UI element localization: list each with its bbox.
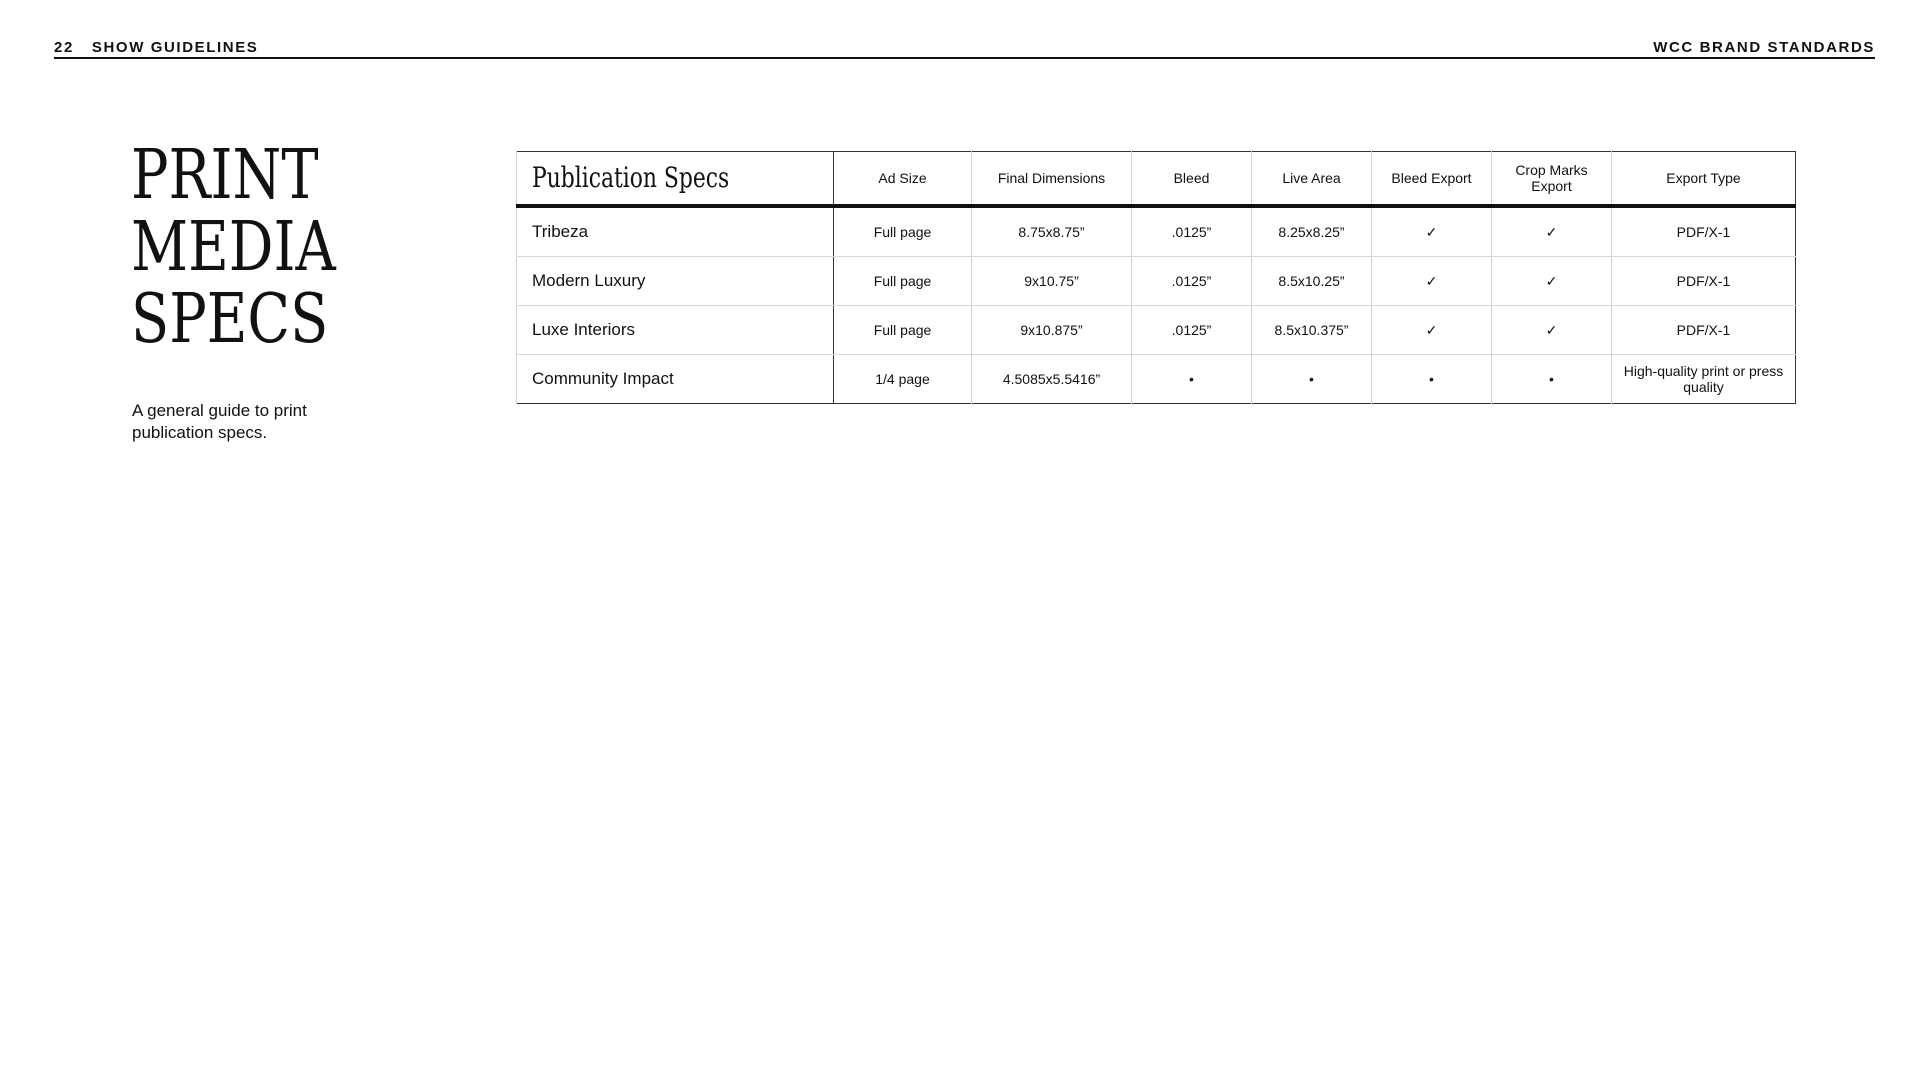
section-title: SHOW GUIDELINES: [91, 38, 259, 56]
header-left: [54, 39, 258, 56]
title-line-2: MEDIA: [131, 208, 336, 287]
column-header: Final Dimensions: [972, 152, 1132, 207]
table-cell: Full page: [834, 306, 972, 355]
table-cell: .0125”: [1132, 306, 1252, 355]
table-cell: PDF/X-1: [1612, 306, 1796, 355]
table-cell: •: [1492, 355, 1612, 404]
table-cell: ✓: [1492, 257, 1612, 306]
table-cell: Modern Luxury: [517, 257, 834, 306]
column-header: Crop Marks Export: [1492, 152, 1612, 207]
table-cell: •: [1132, 355, 1252, 404]
table-row: [517, 257, 1796, 306]
table-cell: •: [1252, 355, 1372, 404]
table-cell: 8.75x8.75”: [972, 206, 1132, 257]
page-subtitle: A general guide to print publication specs.: [132, 401, 307, 442]
table-row: [517, 206, 1796, 257]
table-cell: 8.25x8.25”: [1252, 206, 1372, 257]
page-number: 22: [54, 38, 74, 56]
table-cell: ✓: [1492, 206, 1612, 257]
table-cell: Community Impact: [517, 355, 834, 404]
table-header-row: [517, 152, 1796, 207]
table-cell: PDF/X-1: [1612, 257, 1796, 306]
table-row: [517, 306, 1796, 355]
table-cell: 8.5x10.375”: [1252, 306, 1372, 355]
column-header: Export Type: [1612, 152, 1796, 207]
column-header: Bleed Export: [1372, 152, 1492, 207]
column-header: Bleed: [1132, 152, 1252, 207]
table-cell: PDF/X-1: [1612, 206, 1796, 257]
table-cell: 9x10.75”: [972, 257, 1132, 306]
table-cell: .0125”: [1132, 206, 1252, 257]
table-cell: 9x10.875”: [972, 306, 1132, 355]
table-cell: Full page: [834, 257, 972, 306]
page-title: [131, 136, 336, 359]
table-cell: Luxe Interiors: [517, 306, 834, 355]
table-cell: .0125”: [1132, 257, 1252, 306]
column-header: Ad Size: [834, 152, 972, 207]
table-row: [517, 355, 1796, 404]
table-cell: Full page: [834, 206, 972, 257]
table-cell: •: [1372, 355, 1492, 404]
table-cell: High-quality print or press quality: [1612, 355, 1796, 404]
brand-title: WCC BRAND STANDARDS: [1653, 38, 1875, 56]
table-cell: 4.5085x5.5416”: [972, 355, 1132, 404]
title-line-1: PRINT: [131, 136, 319, 215]
column-header: Live Area: [1252, 152, 1372, 207]
column-header: Publication Specs: [517, 152, 834, 207]
publication-specs-table: [516, 151, 1796, 404]
page-header: [54, 37, 1875, 59]
title-line-3: SPECS: [131, 280, 329, 359]
table-cell: ✓: [1372, 257, 1492, 306]
table-cell: ✓: [1372, 306, 1492, 355]
table-cell: 8.5x10.25”: [1252, 257, 1372, 306]
table-cell: 1/4 page: [875, 371, 930, 387]
table-cell: Tribeza: [517, 206, 834, 257]
table-cell: ✓: [1492, 306, 1612, 355]
table-cell: ✓: [1372, 206, 1492, 257]
